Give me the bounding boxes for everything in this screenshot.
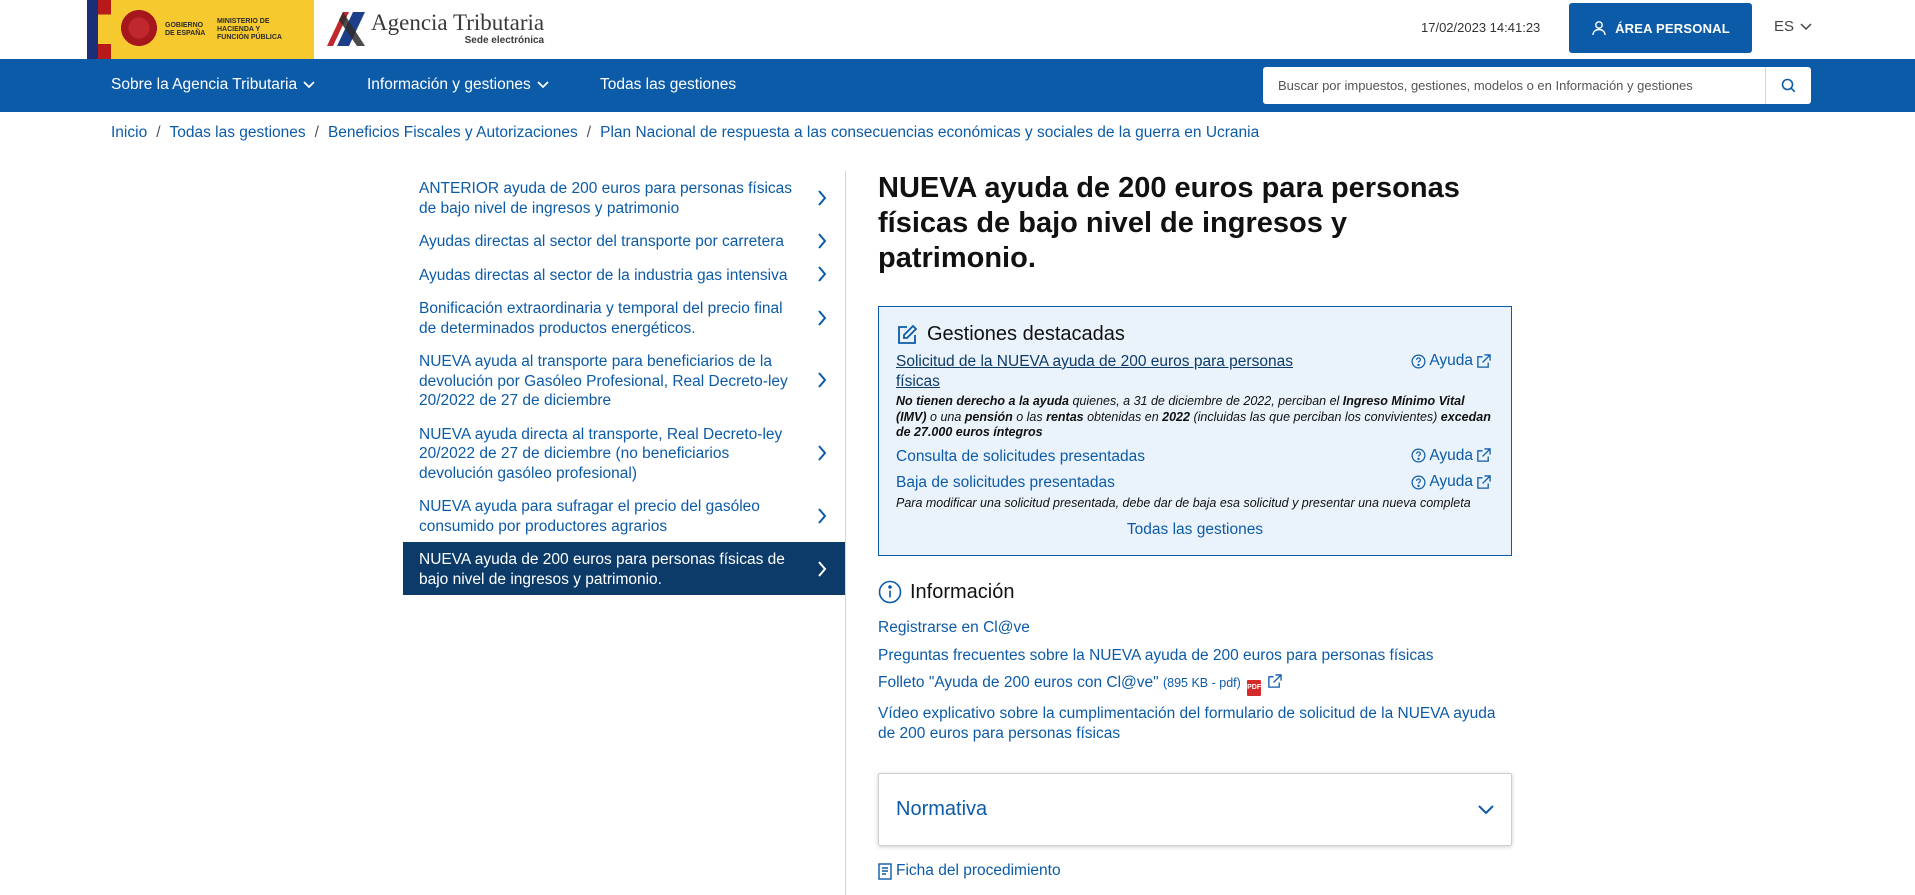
note-bold: rentas [1046,409,1084,424]
search-input[interactable] [1263,67,1765,104]
breadcrumb-inicio[interactable]: Inicio [111,124,148,141]
sidebar-item-anterior-ayuda[interactable] [403,171,845,224]
sidebar-item-transporte-carretera[interactable] [403,224,845,258]
gestiones-title-text: Gestiones destacadas [927,323,1125,345]
todas-gestiones-link[interactable]: Todas las gestiones [1126,521,1264,538]
note-text: o las [1012,409,1047,424]
breadcrumb [111,124,1259,142]
chevron-right-icon [817,310,827,326]
gestion-row-baja [896,473,1494,493]
external-link-icon [1267,674,1282,689]
informacion-title-text: Información [910,580,1015,603]
sidebar-menu [403,171,846,895]
ayuda-label: Ayuda [1429,446,1473,464]
agency-logo[interactable] [323,6,544,50]
baja-note: Para modificar una solicitud presentada, debe dar de baja esa solicitud y presentar una nueva completa [896,495,1471,510]
note-bold: 2022 [1162,409,1190,424]
crest-icon [119,10,159,50]
chevron-right-icon [817,445,827,461]
informacion-title [878,580,1512,604]
chevron-right-icon [817,266,827,282]
chevron-right-icon [817,233,827,249]
sidebar-item-gas-intensiva[interactable] [403,258,845,292]
registrarse-clave-link[interactable]: Registrarse en Cl@ve [878,619,1030,636]
search-button[interactable] [1765,67,1811,104]
note-text: o una [926,409,965,424]
chevron-down-icon [1800,23,1812,31]
note-text: obtenidas en [1083,409,1163,424]
sidebar-item-label: ANTERIOR ayuda de 200 euros para personas físicas de bajo nivel de ingresos y patrimonio [419,180,793,217]
help-icon [1411,448,1426,463]
nav-informacion-gestiones[interactable] [367,76,549,94]
solicitud-link[interactable]: Solicitud de la NUEVA ayuda de 200 euros para personas físicas [896,353,1293,390]
help-icon [1411,475,1426,490]
ministry-text: MINISTERIO DE HACIENDA Y FUNCIÓN PÚBLICA [217,17,282,41]
breadcrumb-todas-gestiones[interactable]: Todas las gestiones [169,124,306,141]
ayuda-label: Ayuda [1429,473,1473,490]
sidebar-item-label: Ayudas directas al sector de la industria gas intensiva [419,266,788,284]
note-bold: excedan de 27.000 euros íntegros [896,409,1491,439]
chevron-right-icon [817,190,827,206]
edit-icon [896,324,918,346]
nav-sobre-agencia[interactable] [111,76,315,94]
external-link-icon [1476,475,1491,490]
note-text: quienes, a 31 de diciembre de 2022, perciban el [1068,394,1343,408]
sidebar-item-label: Ayudas directas al sector del transporte por carretera [419,233,785,250]
top-bar [0,0,1915,59]
ayuda-link[interactable] [1408,473,1494,491]
baja-link[interactable]: Baja de solicitudes presentadas [896,474,1115,491]
note-bold: Ingreso Mínimo Vital (IMV) [896,394,1465,424]
search-icon [1781,78,1796,93]
gestiones-title [896,323,1494,346]
breadcrumb-separator: / [156,124,161,141]
folleto-meta: (895 KB - pdf) [1162,676,1241,690]
government-logo[interactable] [87,0,314,59]
nav-label: Todas las gestiones [600,76,737,93]
breadcrumb-separator: / [314,124,319,141]
breadcrumb-beneficios[interactable]: Beneficios Fiscales y Autorizaciones [327,124,578,141]
consulta-link[interactable]: Consulta de solicitudes presentadas [896,447,1146,465]
gestion-row-consulta [896,447,1494,467]
chevron-down-icon [537,81,549,89]
solicitud-note [896,394,1494,441]
gov-text: GOBIERNO DE ESPAÑA [165,21,206,37]
normativa-accordion[interactable] [878,773,1512,846]
document-icon [878,863,892,880]
normativa-label: Normativa [896,798,988,820]
nav-label: Información y gestiones [367,76,531,93]
agency-mark-icon [323,6,367,50]
external-link-icon [1476,448,1491,463]
pdf-icon: PDF [1247,680,1261,696]
agency-name: Agencia Tributaria [371,9,545,35]
help-icon [1411,354,1426,369]
breadcrumb-separator: / [586,124,592,141]
language-label: ES [1774,18,1795,35]
main-content [878,171,1512,880]
flag-icon [87,0,111,59]
sidebar-item-bonificacion[interactable] [403,291,845,344]
chevron-right-icon [817,561,827,577]
ayuda-label: Ayuda [1429,352,1473,369]
chevron-down-icon [303,81,315,89]
note-text: (incluidas las que perciban los convivientes) [1189,409,1441,424]
sidebar-item-label: NUEVA ayuda para sufragar el precio del gasóleo consumido por productores agrarios [419,498,760,535]
area-personal-button[interactable] [1569,3,1752,53]
note-bold: No tienen derecho a la ayuda [896,394,1069,408]
preguntas-frecuentes-link[interactable]: Preguntas frecuentes sobre la NUEVA ayuda de 200 euros para personas físicas [878,646,1434,664]
breadcrumb-plan-nacional[interactable]: Plan Nacional de respuesta a las consecuencias económicas y sociales de la guerra en Ucrania [600,124,1260,141]
main-nav [0,59,1915,112]
sidebar-item-ayuda-directa-transporte[interactable] [403,417,845,490]
chevron-right-icon [817,372,827,388]
folleto-link[interactable]: Folleto "Ayuda de 200 euros con Cl@ve" [878,674,1159,691]
agency-subtitle: Sede electrónica [464,34,545,46]
datetime: 17/02/2023 14:41:23 [1421,20,1541,35]
language-selector[interactable] [1774,18,1812,35]
sidebar-item-gasoleo-profesional[interactable] [403,344,845,417]
video-explicativo-link[interactable]: Vídeo explicativo sobre la cumplimentación del formulario de solicitud de la NUEVA ayuda de 200 euros para personas físicas [878,705,1496,742]
nav-label: Sobre la Agencia Tributaria [111,76,298,93]
user-icon [1591,20,1607,36]
ficha-procedimiento-link[interactable] [878,862,1512,880]
sidebar-item-label: NUEVA ayuda al transporte para beneficiarios de la devolución por Gasóleo Profesional, Real Decreto-ley 20/2022 de 27 de diciembre [419,353,788,409]
folleto-row [878,673,1512,696]
ayuda-link[interactable] [1408,447,1494,465]
area-personal-label: ÁREA PERSONAL [1615,20,1730,36]
sidebar-item-productores-agrarios[interactable] [403,489,845,542]
gestion-row-solicitud [896,352,1494,391]
ficha-label: Ficha del procedimiento [896,862,1061,879]
sidebar-item-label: NUEVA ayuda de 200 euros para personas físicas de bajo nivel de ingresos y patrimonio. [419,551,785,588]
sidebar-item-label: Bonificación extraordinaria y temporal del precio final de determinados productos energéticos. [419,300,783,337]
chevron-right-icon [817,508,827,524]
sidebar-item-nueva-ayuda-200[interactable] [403,542,845,595]
search-bar [1263,67,1811,104]
note-bold: pensión [964,409,1013,424]
info-icon [878,580,902,604]
chevron-down-icon [1478,805,1494,815]
sidebar-item-label: NUEVA ayuda directa al transporte, Real Decreto-ley 20/2022 de 27 de diciembre (no beneficiarios devolución gasóleo profesional) [419,425,783,482]
page-title: NUEVA ayuda de 200 euros para personas físicas de bajo nivel de ingresos y patrimonio. [878,172,1460,274]
nav-todas-gestiones[interactable] [600,76,736,94]
external-link-icon [1476,354,1491,369]
gestiones-destacadas-box [878,306,1512,556]
ayuda-link[interactable] [1408,352,1494,370]
